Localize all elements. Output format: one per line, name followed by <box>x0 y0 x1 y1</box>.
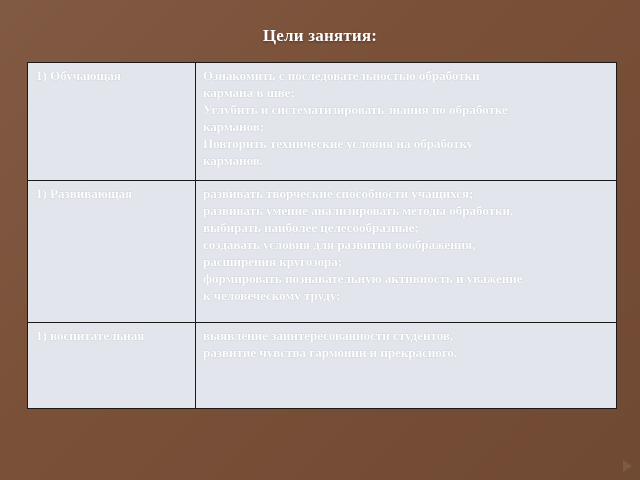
goal-line: развитие чувства гармонии и прекрасного. <box>203 345 458 360</box>
goals-table <box>27 62 617 409</box>
goal-line: кармана в шве; <box>203 85 295 100</box>
table-row <box>28 181 617 323</box>
goal-line: развивать творческие способности учащихся; <box>203 186 474 201</box>
goal-line: выявление заинтересованности студентов, <box>203 328 454 343</box>
next-slide-arrow-icon[interactable] <box>623 460 632 472</box>
goal-type-cell: 1) воспитательная <box>28 323 196 409</box>
table-row <box>28 63 617 181</box>
goal-type-cell: 1) Обучающая <box>28 63 196 181</box>
goal-type-cell: 1) Развивающая <box>28 181 196 323</box>
goal-content-cell <box>196 181 617 323</box>
goal-line: выбирать наиболее целесообразные; <box>203 220 419 235</box>
goal-line: Ознакомить с последовательностью обработки <box>203 68 480 83</box>
goal-line: формировать познавательную активность и уважение <box>203 271 523 286</box>
goal-content-cell <box>196 63 617 181</box>
goal-line: к человеческому труду; <box>203 288 341 303</box>
goal-line: карманов. <box>203 153 264 168</box>
goal-line: Повторить технические условия на обработку <box>203 136 474 151</box>
goal-line: развивать умение анализировать методы обработки, <box>203 203 514 218</box>
goal-line: расширения кругозора; <box>203 254 343 269</box>
goal-line: создавать условия для развития воображения, <box>203 237 476 252</box>
slide-title: Цели занятия: <box>262 26 378 45</box>
goal-line: карманов; <box>203 119 265 134</box>
table-row <box>28 323 617 409</box>
goal-content-cell <box>196 323 617 409</box>
goal-line: Углубить и систематизировать знания по обработке <box>203 102 508 117</box>
